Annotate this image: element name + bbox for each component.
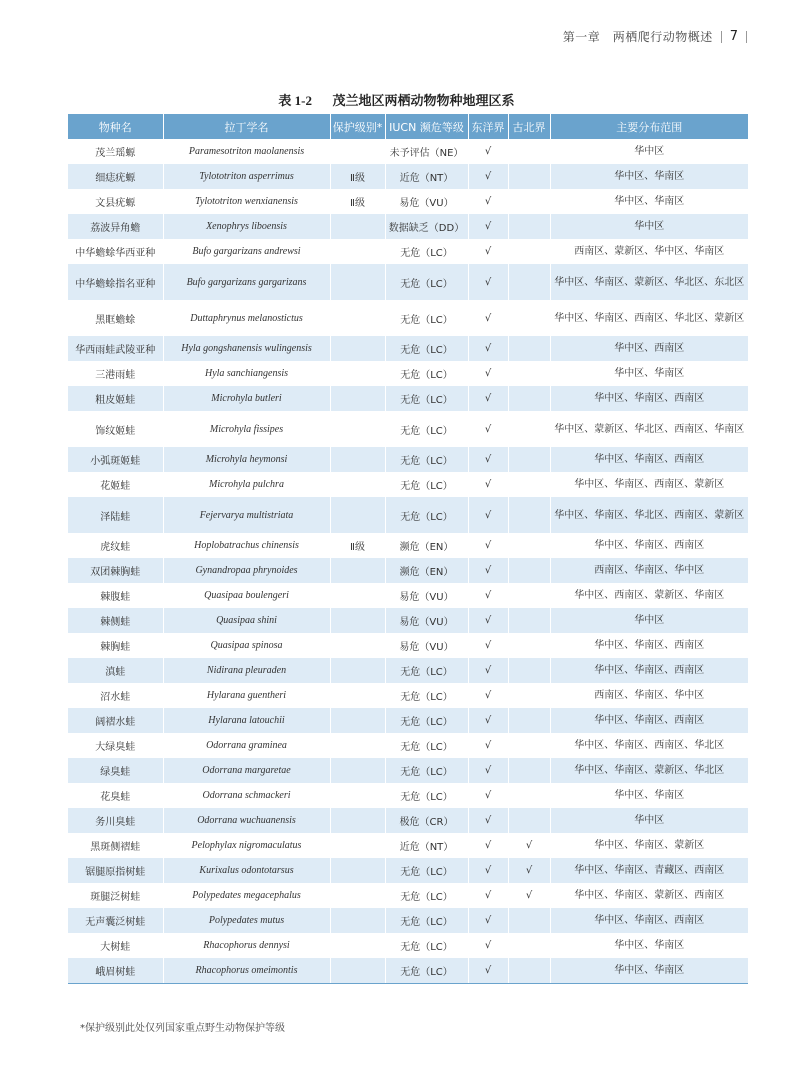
iucn-status-cell: 易危（VU） xyxy=(385,189,468,214)
species-name-cell: 斑腿泛树蛙 xyxy=(68,883,163,908)
protection-level-cell xyxy=(330,472,385,497)
latin-name-cell: Duttaphrynus melanostictus xyxy=(163,300,330,336)
table-row xyxy=(68,558,748,583)
iucn-status-cell: 近危（NT） xyxy=(385,833,468,858)
oriental-realm-cell: √ xyxy=(468,472,508,497)
protection-level-cell xyxy=(330,239,385,264)
protection-level-cell xyxy=(330,558,385,583)
table-row xyxy=(68,608,748,633)
species-name-cell: 大绿臭蛙 xyxy=(68,733,163,758)
protection-level-cell xyxy=(330,708,385,733)
palearctic-realm-cell xyxy=(508,808,550,833)
table-header-row xyxy=(68,114,748,139)
table-row xyxy=(68,583,748,608)
species-name-cell: 黑眶蟾蜍 xyxy=(68,300,163,336)
distribution-cell: 华中区、华南区、蒙新区、华北区 xyxy=(550,758,748,783)
footnote: *保护级别此处仅列国家重点野生动物保护等级 xyxy=(80,1023,285,1034)
iucn-status-cell: 无危（LC） xyxy=(385,908,468,933)
latin-name-cell: Hoplobatrachus chinensis xyxy=(163,533,330,558)
species-name-cell: 花姬蛙 xyxy=(68,472,163,497)
oriental-realm-cell: √ xyxy=(468,833,508,858)
protection-level-cell xyxy=(330,336,385,361)
table-row xyxy=(68,658,748,683)
distribution-cell: 华中区、华南区 xyxy=(550,164,748,189)
latin-name-cell: Quasipaa shini xyxy=(163,608,330,633)
protection-level-cell xyxy=(330,783,385,808)
table-row xyxy=(68,758,748,783)
iucn-status-cell: 无危（LC） xyxy=(385,497,468,533)
species-name-cell: 大树蛙 xyxy=(68,933,163,958)
table-row xyxy=(68,708,748,733)
distribution-cell: 华中区、西南区、蒙新区、华南区 xyxy=(550,583,748,608)
oriental-realm-cell: √ xyxy=(468,608,508,633)
species-name-cell: 棘腹蛙 xyxy=(68,583,163,608)
oriental-realm-cell: √ xyxy=(468,733,508,758)
distribution-cell: 华中区、华南区、青藏区、西南区 xyxy=(550,858,748,883)
distribution-cell: 华中区 xyxy=(550,139,748,164)
oriental-realm-cell: √ xyxy=(468,411,508,447)
protection-level-cell: Ⅱ级 xyxy=(330,164,385,189)
divider xyxy=(721,31,722,43)
iucn-status-cell: 易危（VU） xyxy=(385,583,468,608)
species-name-cell: 黑斑侧褶蛙 xyxy=(68,833,163,858)
latin-name-cell: Odorrana schmackeri xyxy=(163,783,330,808)
palearctic-realm-cell xyxy=(508,264,550,300)
species-name-cell: 棘侧蛙 xyxy=(68,608,163,633)
species-name-cell: 文县疣螈 xyxy=(68,189,163,214)
species-name-cell: 小弧斑姬蛙 xyxy=(68,447,163,472)
protection-level-cell xyxy=(330,683,385,708)
species-name-cell: 无声囊泛树蛙 xyxy=(68,908,163,933)
iucn-status-cell: 无危（LC） xyxy=(385,386,468,411)
protection-level-cell xyxy=(330,583,385,608)
iucn-status-cell: 无危（LC） xyxy=(385,264,468,300)
iucn-status-cell: 无危（LC） xyxy=(385,933,468,958)
latin-name-cell: Kurixalus odontotarsus xyxy=(163,858,330,883)
table-row xyxy=(68,883,748,908)
iucn-status-cell: 无危（LC） xyxy=(385,783,468,808)
iucn-status-cell: 易危（VU） xyxy=(385,608,468,633)
protection-level-cell xyxy=(330,883,385,908)
distribution-cell: 华中区、华南区、西南区、华北区 xyxy=(550,733,748,758)
distribution-cell: 西南区、蒙新区、华中区、华南区 xyxy=(550,239,748,264)
iucn-status-cell: 无危（LC） xyxy=(385,758,468,783)
palearctic-realm-cell xyxy=(508,608,550,633)
distribution-cell: 华中区、华南区 xyxy=(550,933,748,958)
protection-level-cell xyxy=(330,386,385,411)
palearctic-realm-cell xyxy=(508,683,550,708)
latin-name-cell: Rhacophorus omeimontis xyxy=(163,958,330,984)
iucn-status-cell: 无危（LC） xyxy=(385,658,468,683)
column-header: 拉丁学名 xyxy=(163,114,330,139)
distribution-cell: 西南区、华南区、华中区 xyxy=(550,558,748,583)
protection-level-cell xyxy=(330,633,385,658)
protection-level-cell xyxy=(330,733,385,758)
species-name-cell: 滇蛙 xyxy=(68,658,163,683)
distribution-cell: 华中区、华南区 xyxy=(550,189,748,214)
latin-name-cell: Quasipaa spinosa xyxy=(163,633,330,658)
distribution-cell: 华中区、华南区、西南区 xyxy=(550,533,748,558)
oriental-realm-cell: √ xyxy=(468,336,508,361)
latin-name-cell: Fejervarya multistriata xyxy=(163,497,330,533)
distribution-cell: 华中区、华南区、西南区、华北区、蒙新区 xyxy=(550,300,748,336)
protection-level-cell xyxy=(330,139,385,164)
table-row xyxy=(68,497,748,533)
oriental-realm-cell: √ xyxy=(468,558,508,583)
oriental-realm-cell: √ xyxy=(468,783,508,808)
palearctic-realm-cell xyxy=(508,933,550,958)
protection-level-cell xyxy=(330,214,385,239)
oriental-realm-cell: √ xyxy=(468,164,508,189)
table-row xyxy=(68,164,748,189)
protection-level-cell xyxy=(330,264,385,300)
species-table xyxy=(68,114,748,984)
species-name-cell: 花臭蛙 xyxy=(68,783,163,808)
species-name-cell: 棘胸蛙 xyxy=(68,633,163,658)
table-body xyxy=(68,139,748,984)
running-head xyxy=(563,28,755,45)
iucn-status-cell: 无危（LC） xyxy=(385,239,468,264)
palearctic-realm-cell xyxy=(508,239,550,264)
table-row xyxy=(68,361,748,386)
oriental-realm-cell: √ xyxy=(468,758,508,783)
species-name-cell: 粗皮姬蛙 xyxy=(68,386,163,411)
distribution-cell: 华中区、华南区、蒙新区、华北区、东北区 xyxy=(550,264,748,300)
iucn-status-cell: 无危（LC） xyxy=(385,883,468,908)
palearctic-realm-cell xyxy=(508,533,550,558)
distribution-cell: 华中区 xyxy=(550,608,748,633)
iucn-status-cell: 极危（CR） xyxy=(385,808,468,833)
oriental-realm-cell: √ xyxy=(468,958,508,984)
distribution-cell: 华中区、华南区、西南区 xyxy=(550,708,748,733)
oriental-realm-cell: √ xyxy=(468,447,508,472)
species-name-cell: 饰纹姬蛙 xyxy=(68,411,163,447)
distribution-cell: 华中区、华南区、蒙新区 xyxy=(550,833,748,858)
divider xyxy=(746,31,747,43)
protection-level-cell xyxy=(330,908,385,933)
latin-name-cell: Microhyla butleri xyxy=(163,386,330,411)
table-row xyxy=(68,189,748,214)
palearctic-realm-cell xyxy=(508,633,550,658)
table-row xyxy=(68,858,748,883)
distribution-cell: 华中区、华南区 xyxy=(550,958,748,984)
species-name-cell: 虎纹蛙 xyxy=(68,533,163,558)
distribution-cell: 华中区、华南区 xyxy=(550,361,748,386)
oriental-realm-cell: √ xyxy=(468,139,508,164)
column-header: 主要分布范围 xyxy=(550,114,748,139)
oriental-realm-cell: √ xyxy=(468,264,508,300)
palearctic-realm-cell xyxy=(508,783,550,808)
palearctic-realm-cell xyxy=(508,733,550,758)
iucn-status-cell: 无危（LC） xyxy=(385,411,468,447)
oriental-realm-cell: √ xyxy=(468,858,508,883)
protection-level-cell: Ⅱ级 xyxy=(330,189,385,214)
table-row xyxy=(68,264,748,300)
table-number: 表 1-2 xyxy=(278,93,313,108)
distribution-cell: 华中区、华南区、西南区 xyxy=(550,658,748,683)
protection-level-cell xyxy=(330,958,385,984)
latin-name-cell: Polypedates megacephalus xyxy=(163,883,330,908)
latin-name-cell: Hyla gongshanensis wulingensis xyxy=(163,336,330,361)
species-name-cell: 茂兰瑶螈 xyxy=(68,139,163,164)
latin-name-cell: Hyla sanchiangensis xyxy=(163,361,330,386)
palearctic-realm-cell xyxy=(508,164,550,189)
distribution-cell: 华中区、华南区、华北区、西南区、蒙新区 xyxy=(550,497,748,533)
table-row xyxy=(68,139,748,164)
iucn-status-cell: 无危（LC） xyxy=(385,300,468,336)
iucn-status-cell: 无危（LC） xyxy=(385,336,468,361)
palearctic-realm-cell xyxy=(508,708,550,733)
protection-level-cell: Ⅱ级 xyxy=(330,533,385,558)
iucn-status-cell: 近危（NT） xyxy=(385,164,468,189)
table-row xyxy=(68,239,748,264)
iucn-status-cell: 无危（LC） xyxy=(385,858,468,883)
palearctic-realm-cell xyxy=(508,497,550,533)
species-name-cell: 中华蟾蜍华西亚种 xyxy=(68,239,163,264)
iucn-status-cell: 濒危（EN） xyxy=(385,558,468,583)
oriental-realm-cell: √ xyxy=(468,300,508,336)
table-row xyxy=(68,386,748,411)
distribution-cell: 华中区、蒙新区、华北区、西南区、华南区 xyxy=(550,411,748,447)
palearctic-realm-cell xyxy=(508,386,550,411)
palearctic-realm-cell xyxy=(508,411,550,447)
oriental-realm-cell: √ xyxy=(468,533,508,558)
latin-name-cell: Hylarana latouchii xyxy=(163,708,330,733)
iucn-status-cell: 无危（LC） xyxy=(385,472,468,497)
latin-name-cell: Rhacophorus dennysi xyxy=(163,933,330,958)
table-title: 茂兰地区两栖动物物种地理区系 xyxy=(332,94,515,109)
latin-name-cell: Gynandropaa phrynoides xyxy=(163,558,330,583)
oriental-realm-cell: √ xyxy=(468,908,508,933)
oriental-realm-cell: √ xyxy=(468,883,508,908)
palearctic-realm-cell xyxy=(508,300,550,336)
table-row xyxy=(68,833,748,858)
species-name-cell: 三港雨蛙 xyxy=(68,361,163,386)
table-row xyxy=(68,472,748,497)
distribution-cell: 华中区、华南区、西南区 xyxy=(550,908,748,933)
distribution-cell: 华中区、华南区、西南区 xyxy=(550,633,748,658)
table-row xyxy=(68,533,748,558)
oriental-realm-cell: √ xyxy=(468,189,508,214)
column-header: 物种名 xyxy=(68,114,163,139)
table-row xyxy=(68,336,748,361)
protection-level-cell xyxy=(330,608,385,633)
species-name-cell: 峨眉树蛙 xyxy=(68,958,163,984)
column-header: 保护级别* xyxy=(330,114,385,139)
oriental-realm-cell: √ xyxy=(468,497,508,533)
table-row xyxy=(68,958,748,984)
protection-level-cell xyxy=(330,361,385,386)
latin-name-cell: Xenophrys liboensis xyxy=(163,214,330,239)
palearctic-realm-cell xyxy=(508,139,550,164)
oriental-realm-cell: √ xyxy=(468,658,508,683)
species-name-cell: 锯腿原指树蛙 xyxy=(68,858,163,883)
palearctic-realm-cell: √ xyxy=(508,858,550,883)
iucn-status-cell: 无危（LC） xyxy=(385,733,468,758)
latin-name-cell: Hylarana guentheri xyxy=(163,683,330,708)
distribution-cell: 华中区、西南区 xyxy=(550,336,748,361)
species-name-cell: 华西雨蛙武陵亚种 xyxy=(68,336,163,361)
table-row xyxy=(68,683,748,708)
latin-name-cell: Nidirana pleuraden xyxy=(163,658,330,683)
protection-level-cell xyxy=(330,833,385,858)
column-header: IUCN 濒危等级 xyxy=(385,114,468,139)
distribution-cell: 华中区、华南区、西南区 xyxy=(550,447,748,472)
species-name-cell: 荔波异角蟾 xyxy=(68,214,163,239)
palearctic-realm-cell xyxy=(508,472,550,497)
species-name-cell: 细痣疣螈 xyxy=(68,164,163,189)
latin-name-cell: Microhyla heymonsi xyxy=(163,447,330,472)
species-name-cell: 绿臭蛙 xyxy=(68,758,163,783)
latin-name-cell: Bufo gargarizans gargarizans xyxy=(163,264,330,300)
protection-level-cell xyxy=(330,300,385,336)
palearctic-realm-cell: √ xyxy=(508,833,550,858)
oriental-realm-cell: √ xyxy=(468,708,508,733)
latin-name-cell: Microhyla fissipes xyxy=(163,411,330,447)
iucn-status-cell: 无危（LC） xyxy=(385,361,468,386)
iucn-status-cell: 无危（LC） xyxy=(385,683,468,708)
oriental-realm-cell: √ xyxy=(468,214,508,239)
latin-name-cell: Bufo gargarizans andrewsi xyxy=(163,239,330,264)
latin-name-cell: Pelophylax nigromaculatus xyxy=(163,833,330,858)
oriental-realm-cell: √ xyxy=(468,361,508,386)
protection-level-cell xyxy=(330,447,385,472)
column-header: 古北界 xyxy=(508,114,550,139)
species-name-cell: 泽陆蛙 xyxy=(68,497,163,533)
latin-name-cell: Odorrana wuchuanensis xyxy=(163,808,330,833)
oriental-realm-cell: √ xyxy=(468,633,508,658)
palearctic-realm-cell xyxy=(508,558,550,583)
protection-level-cell xyxy=(330,933,385,958)
table-row xyxy=(68,733,748,758)
palearctic-realm-cell xyxy=(508,336,550,361)
species-name-cell: 沼水蛙 xyxy=(68,683,163,708)
latin-name-cell: Microhyla pulchra xyxy=(163,472,330,497)
palearctic-realm-cell xyxy=(508,361,550,386)
table-row xyxy=(68,933,748,958)
table-row xyxy=(68,214,748,239)
palearctic-realm-cell: √ xyxy=(508,883,550,908)
palearctic-realm-cell xyxy=(508,214,550,239)
iucn-status-cell: 无危（LC） xyxy=(385,447,468,472)
distribution-cell: 华中区 xyxy=(550,808,748,833)
iucn-status-cell: 无危（LC） xyxy=(385,958,468,984)
chapter-title: 第一章 两栖爬行动物概述 xyxy=(562,30,713,44)
species-name-cell: 阔褶水蛙 xyxy=(68,708,163,733)
table-caption xyxy=(0,90,793,109)
palearctic-realm-cell xyxy=(508,758,550,783)
distribution-cell: 华中区、华南区、西南区、蒙新区 xyxy=(550,472,748,497)
latin-name-cell: Tylototriton asperrimus xyxy=(163,164,330,189)
palearctic-realm-cell xyxy=(508,447,550,472)
table-row xyxy=(68,447,748,472)
latin-name-cell: Odorrana graminea xyxy=(163,733,330,758)
protection-level-cell xyxy=(330,497,385,533)
palearctic-realm-cell xyxy=(508,583,550,608)
palearctic-realm-cell xyxy=(508,658,550,683)
latin-name-cell: Polypedates mutus xyxy=(163,908,330,933)
distribution-cell: 华中区、华南区、蒙新区、西南区 xyxy=(550,883,748,908)
protection-level-cell xyxy=(330,411,385,447)
protection-level-cell xyxy=(330,808,385,833)
page-number: 7 xyxy=(729,29,738,44)
latin-name-cell: Odorrana margaretae xyxy=(163,758,330,783)
table-row xyxy=(68,808,748,833)
iucn-status-cell: 濒危（EN） xyxy=(385,533,468,558)
iucn-status-cell: 无危（LC） xyxy=(385,708,468,733)
table-row xyxy=(68,908,748,933)
oriental-realm-cell: √ xyxy=(468,239,508,264)
protection-level-cell xyxy=(330,858,385,883)
palearctic-realm-cell xyxy=(508,908,550,933)
palearctic-realm-cell xyxy=(508,189,550,214)
protection-level-cell xyxy=(330,758,385,783)
distribution-cell: 华中区、华南区 xyxy=(550,783,748,808)
oriental-realm-cell: √ xyxy=(468,933,508,958)
latin-name-cell: Tylototriton wenxianensis xyxy=(163,189,330,214)
oriental-realm-cell: √ xyxy=(468,808,508,833)
distribution-cell: 华中区、华南区、西南区 xyxy=(550,386,748,411)
palearctic-realm-cell xyxy=(508,958,550,984)
species-name-cell: 双团棘胸蛙 xyxy=(68,558,163,583)
protection-level-cell xyxy=(330,658,385,683)
iucn-status-cell: 未予评估（NE） xyxy=(385,139,468,164)
table-row xyxy=(68,783,748,808)
oriental-realm-cell: √ xyxy=(468,583,508,608)
latin-name-cell: Quasipaa boulengeri xyxy=(163,583,330,608)
oriental-realm-cell: √ xyxy=(468,683,508,708)
latin-name-cell: Paramesotriton maolanensis xyxy=(163,139,330,164)
species-name-cell: 中华蟾蜍指名亚种 xyxy=(68,264,163,300)
iucn-status-cell: 数据缺乏（DD） xyxy=(385,214,468,239)
species-name-cell: 务川臭蛙 xyxy=(68,808,163,833)
table-row xyxy=(68,411,748,447)
oriental-realm-cell: √ xyxy=(468,386,508,411)
iucn-status-cell: 易危（VU） xyxy=(385,633,468,658)
distribution-cell: 华中区 xyxy=(550,214,748,239)
column-header: 东洋界 xyxy=(468,114,508,139)
table-row xyxy=(68,633,748,658)
distribution-cell: 西南区、华南区、华中区 xyxy=(550,683,748,708)
table-row xyxy=(68,300,748,336)
